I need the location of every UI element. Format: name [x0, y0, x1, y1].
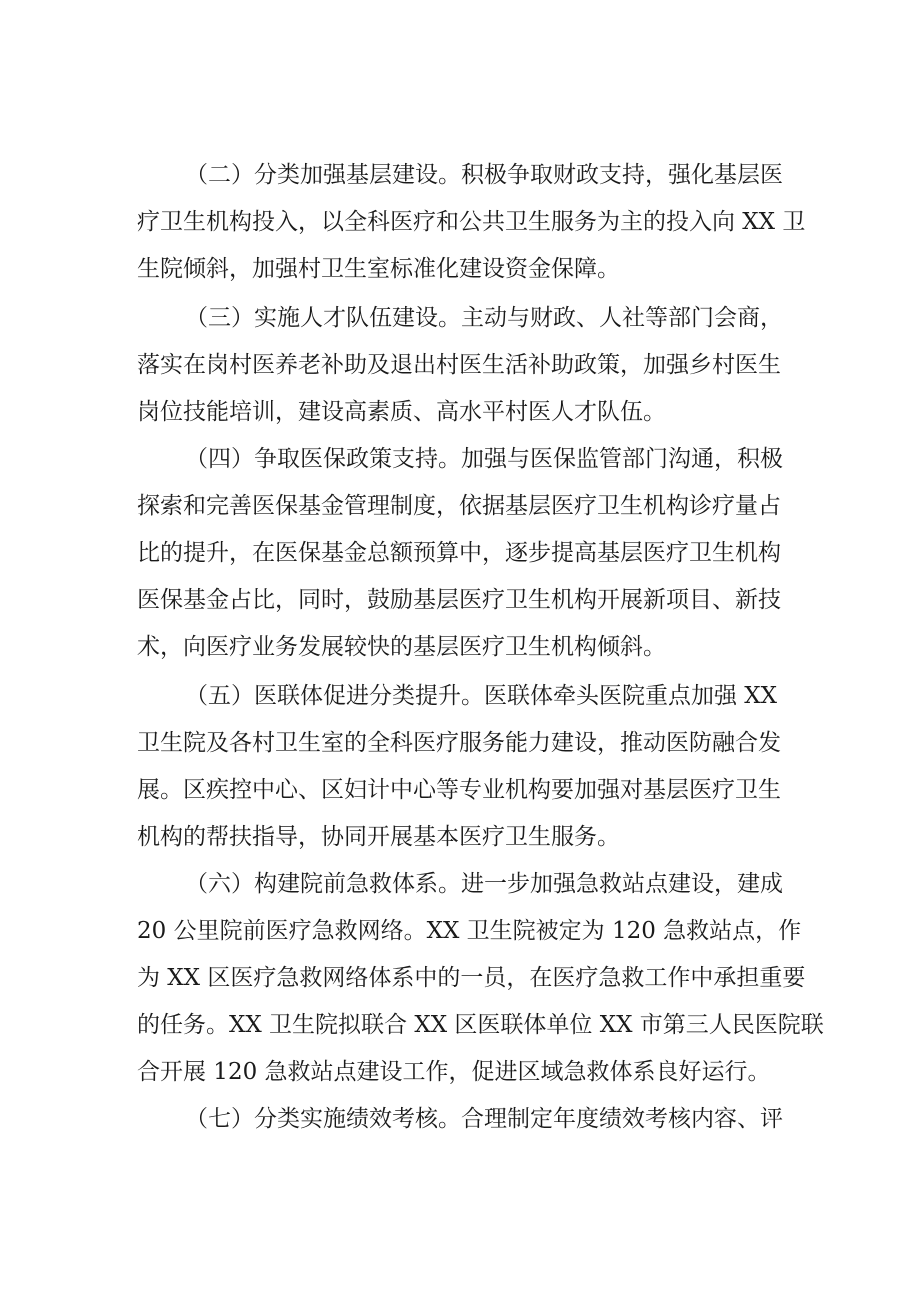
- text-line: 为 XX 区医疗急救网络体系中的一员，在医疗急救工作中承担重要: [137, 965, 806, 991]
- text-line: （六）构建院前急救体系。进一步加强急救站点建设，建成: [185, 871, 783, 897]
- text-line: （三）实施人才队伍建设。主动与财政、人社等部门会商，: [185, 305, 783, 331]
- text-line: 生院倾斜，加强村卫生室标准化建设资金保障。: [137, 256, 620, 282]
- text-line: （五）医联体促进分类提升。医联体牵头医院重点加强 XX: [185, 683, 778, 709]
- text-line: 比的提升，在医保基金总额预算中，逐步提高基层医疗卫生机构: [137, 540, 781, 566]
- text-line: 岗位技能培训，建设高素质、高水平村医人才队伍。: [137, 399, 666, 425]
- text-line: 疗卫生机构投入，以全科医疗和公共卫生服务为主的投入向 XX 卫: [137, 209, 806, 235]
- text-line: 医保基金占比，同时，鼓励基层医疗卫生机构开展新项目、新技: [137, 587, 781, 613]
- text-line: 探索和完善医保基金管理制度，依据基层医疗卫生机构诊疗量占: [137, 493, 781, 519]
- text-line: 机构的帮扶指导，协同开展基本医疗卫生服务。: [137, 824, 620, 850]
- text-line: 的任务。XX 卫生院拟联合 XX 区医联体单位 XX 市第三人民医院联: [137, 1012, 824, 1038]
- text-line: （七）分类实施绩效考核。合理制定年度绩效考核内容、评: [185, 1106, 783, 1132]
- text-line: 术，向医疗业务发展较快的基层医疗卫生机构倾斜。: [137, 634, 666, 660]
- text-line: 展。区疾控中心、区妇计中心等专业机构要加强对基层医疗卫生: [137, 777, 781, 803]
- text-line: 卫生院及各村卫生室的全科医疗服务能力建设，推动医防融合发: [137, 730, 781, 756]
- text-line: （二）分类加强基层建设。积极争取财政支持，强化基层医: [185, 162, 783, 188]
- text-line: （四）争取医保政策支持。加强与医保监管部门沟通，积极: [185, 446, 783, 472]
- text-line: 落实在岗村医养老补助及退出村医生活补助政策，加强乡村医生: [137, 352, 781, 378]
- text-line: 合开展 120 急救站点建设工作，促进区域急救体系良好运行。: [137, 1059, 771, 1085]
- text-line: 20 公里院前医疗急救网络。XX 卫生院被定为 120 急救站点，作: [137, 918, 802, 944]
